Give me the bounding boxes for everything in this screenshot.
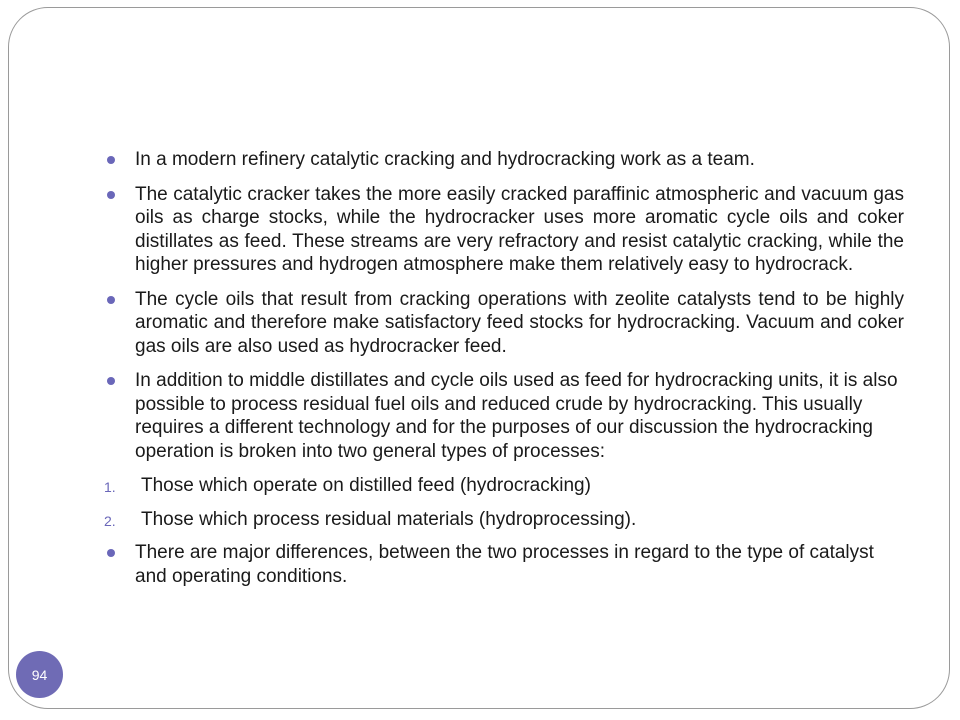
bullet-item-2 bbox=[104, 183, 904, 277]
bullet-dot-icon bbox=[107, 191, 115, 199]
bullet-dot-icon bbox=[107, 549, 115, 557]
numbered-item-1 bbox=[104, 474, 904, 498]
bullet-dot-icon bbox=[107, 296, 115, 304]
bullet-item-3 bbox=[104, 288, 904, 359]
bullet-dot-icon bbox=[107, 156, 115, 164]
list-number: 2. bbox=[104, 512, 116, 529]
slide-content bbox=[104, 148, 904, 599]
bullet-item-1 bbox=[104, 148, 904, 172]
bullet-dot-icon bbox=[107, 377, 115, 385]
bullet-text: In addition to middle distillates and cycle oils used as feed for hydrocracking units, it is also possible to process residual fuel oils and reduced crude by hydrocracking. This usually requires a different technology and for the purposes of our discussion the hydrocracking operation is broken into two general types of processes: bbox=[135, 370, 898, 462]
bullet-text: The cycle oils that result from cracking operations with zeolite catalysts tend to be highly aromatic and therefore make satisfactory feed stocks for hydrocracking. Vacuum and coker gas oils are also used as hydrocracker feed. bbox=[135, 288, 904, 357]
bullet-text: The catalytic cracker takes the more easily cracked paraffinic atmospheric and vacuum gas oils as charge stocks, while the hydrocracker uses more aromatic cycle oils and coker distillates as feed. These streams are very refractory and resist catalytic cracking, while the higher pressures and hydrogen atmosphere make them relatively easy to hydrocrack. bbox=[135, 183, 904, 275]
numbered-text: Those which operate on distilled feed (hydrocracking) bbox=[141, 475, 591, 496]
page-number: 94 bbox=[31, 666, 48, 683]
page-number-badge bbox=[16, 651, 63, 698]
bullet-text: In a modern refinery catalytic cracking and hydrocracking work as a team. bbox=[135, 149, 755, 170]
list-number: 1. bbox=[104, 479, 116, 495]
bullet-text: There are major differences, between the two processes in regard to the type of catalyst and operating conditions. bbox=[135, 542, 874, 587]
numbered-text: Those which process residual materials (hydroprocessing). bbox=[141, 508, 637, 530]
bullet-item-4 bbox=[104, 369, 904, 463]
bullet-item-5 bbox=[104, 541, 904, 588]
numbered-item-2 bbox=[104, 508, 904, 532]
